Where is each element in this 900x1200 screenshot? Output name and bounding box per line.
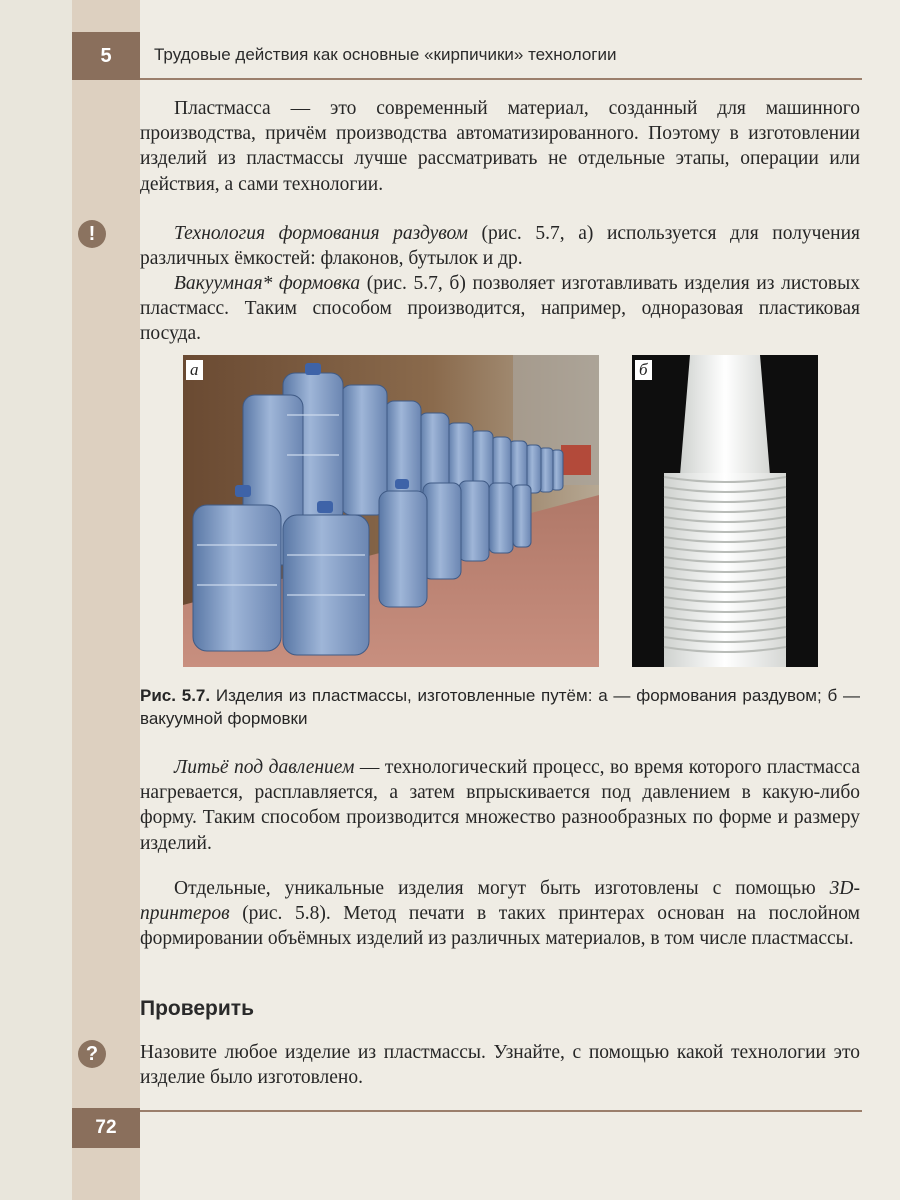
photo-plastic-cups [632,355,818,667]
paragraph-3d-printers [140,876,860,952]
footer-rule [140,1110,862,1112]
term-vacuum-forming: Вакуумная* формовка [174,273,361,294]
term-3d-printers: 3D-принтеров [140,878,860,925]
figure-caption-text: Изделия из пластмассы, изготовленные путём: а — формования раздувом; б — вакуумной формовки [140,686,860,728]
left-margin-bar [72,0,140,1200]
question-icon: ? [78,1040,106,1068]
term-blow-molding: Технология формования раздувом [174,223,468,244]
figure-label-a: а [186,360,203,380]
chapter-title: Трудовые действия как основные «кирпичики» технологии [140,32,862,80]
figure-caption [140,684,860,730]
paragraph-vacuum-forming [140,271,860,347]
paragraph-blow-molding [140,221,860,271]
page-header [72,32,862,80]
page-footer [72,1108,862,1148]
page-number: 72 [72,1108,140,1148]
check-question-text: Назовите любое изделие из пластмассы. Узнайте, с помощью какой технологии это изделие было изготовлено. [140,1042,860,1089]
check-section-title: Проверить [140,997,254,1020]
paragraph-plastic-intro: Пластмасса — это современный материал, созданный для машинного производства, причём производства автоматизированного. Поэтому в изготовлении изделий из пластмассы лучше рассматривать не отдельные этапы, операции или действия, а сами технологии. [140,98,860,195]
photo-water-bottles [183,355,599,667]
paragraph-injection-molding [140,755,860,856]
paragraph-vacuum-forming-text: (рис. 5.7, б) позволяет изготавливать изделия из листовых пластмасс. Таким способом производится, например, одноразовая пластиковая посуда. [140,273,860,345]
figure-label-b: б [635,360,652,380]
term-injection-molding: Литьё под давлением [174,757,355,778]
paragraph-blow-molding-text: (рис. 5.7, а) используется для получения различных ёмкостей: флаконов, бутылок и др. [140,223,860,270]
attention-icon: ! [78,220,106,248]
paragraph-3d-printers-text: (рис. 5.8). Метод печати в таких принтерах основан на послойном формировании объёмных изделий из различных материалов, в том числе пластмассы. [140,903,860,950]
figure-caption-number: Рис. 5.7. [140,686,211,705]
outer-margin [0,0,72,1200]
paragraph-injection-molding-text: — технологический процесс, во время которого пластмасса нагревается, расплавляется, а затем впрыскивается под давлением в какую-либо форму. Таким способом производится множество разнообразных по форме и размеру изделий. [140,757,860,854]
chapter-number: 5 [72,32,140,80]
paragraph-3d-printers-start: Отдельные, уникальные изделия могут быть изготовлены с помощью [174,878,830,899]
